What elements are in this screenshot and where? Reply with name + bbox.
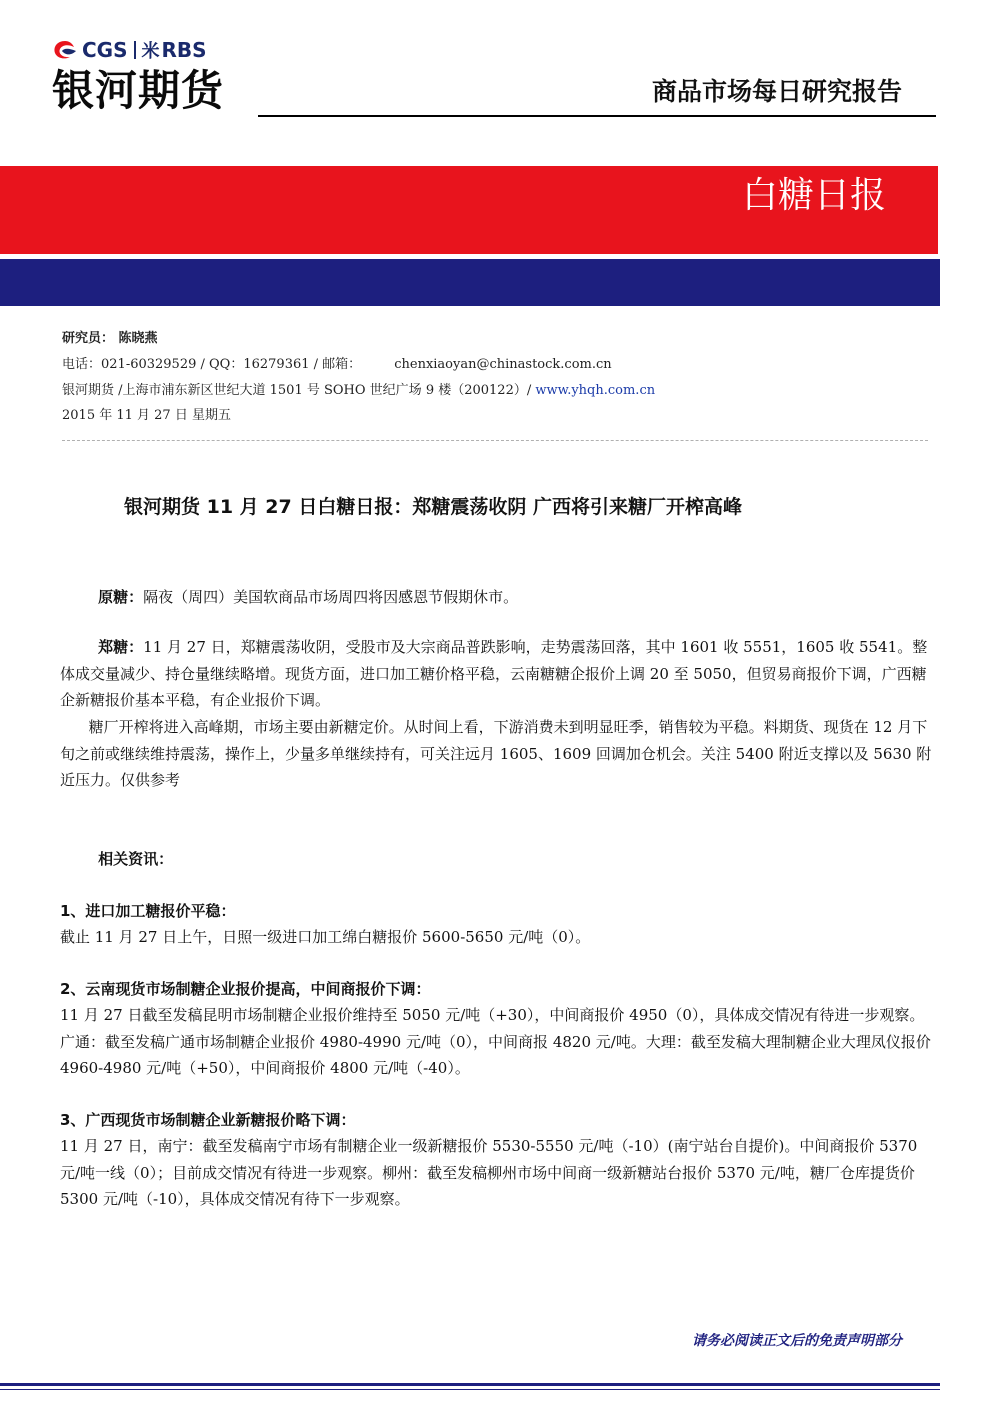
email-link[interactable]: chenxiaoyan@chinastock.com.cn — [394, 357, 612, 372]
report-title: 商品市场每日研究报告 — [651, 77, 902, 106]
paragraph-zhengzhou-sugar — [60, 634, 936, 714]
zhengzhou-sugar-text: 11 月 27 日，郑糖震荡收阴，受股市及大宗商品普跌影响，走势震荡回落，其中 1601 收 5551，1605 收 5541。整体成交量减少、持仓量继续略增。现货方面，进口加工糖价格平稳，云南糖糖企报价上调 20 至 5050，但贸易商报价下调，广西糖企新糖报价基本平稳，有企业报价下调。 — [60, 638, 928, 709]
report-date: 2015 年 11 月 27 日 星期五 — [62, 408, 231, 423]
address-text: 银河期货 /上海市浦东新区世纪大道 1501 号 SOHO 世纪广场 9 楼（200122）/ — [62, 383, 536, 398]
logo-top-row — [52, 36, 252, 64]
logo-cgs-text: CGS — [82, 38, 128, 62]
cgs-swirl-icon — [52, 39, 78, 61]
contact-line — [62, 356, 612, 374]
related-news-title: 相关资讯： — [98, 850, 174, 868]
paragraph-outlook — [60, 714, 936, 794]
section-2-title: 2、云南现货市场制糖企业报价提高，中间商报价下调： — [60, 980, 431, 998]
section-1-title: 1、进口加工糖报价平稳： — [60, 902, 236, 920]
rbs-mark-icon: ⽶ — [141, 41, 160, 62]
section-3-title: 3、广西现货市场制糖企业新糖报价略下调： — [60, 1111, 356, 1129]
paragraph-raw-sugar — [60, 584, 936, 611]
raw-sugar-text: 隔夜（周四）美国软商品市场周四将因感恩节假期休市。 — [143, 588, 519, 606]
company-logo — [52, 36, 252, 120]
logo-separator — [134, 41, 136, 59]
logo-rbs-text: RBS — [161, 38, 207, 62]
contact-prefix: 电话：021-60329529 / QQ：16279361 / 邮箱： — [62, 357, 362, 372]
address-line — [62, 382, 655, 400]
zhengzhou-sugar-label: 郑糖： — [98, 638, 144, 656]
dashed-divider — [62, 440, 928, 441]
related-news-heading — [60, 846, 936, 873]
header-divider — [258, 115, 936, 117]
raw-sugar-label: 原糖： — [98, 588, 144, 606]
section-3-body: 11 月 27 日，南宁：截至发稿南宁市场有制糖企业一级新糖报价 5530-5550 元/吨（-10）(南宁站台自提价)。中间商报价 5370 元/吨一线（0）；目前成交情况有待进一步观察。柳州：截至发稿柳州市场中间商一级新糖站台报价 5370 元/吨，糖厂仓库提货价 5300 元/吨（-10），具体成交情况有待下一步观察。 — [60, 1137, 918, 1208]
footer-rule-thin — [0, 1389, 940, 1390]
section-1-body: 截止 11 月 27 日上午，日照一级进口加工绵白糖报价 5600-5650 元/吨（0）。 — [60, 928, 591, 946]
website-link[interactable]: www.yhqh.com.cn — [535, 383, 656, 398]
headline: 银河期货 11 月 27 日白糖日报：郑糖震荡收阴 广西将引来糖厂开榨高峰 — [124, 496, 742, 518]
logo-brand-name: 银河期货 — [52, 66, 225, 115]
banner-navy-band — [0, 259, 940, 306]
footer-rule-thick — [0, 1383, 940, 1386]
disclaimer-note: 请务必阅读正文后的免责声明部分 — [692, 1333, 902, 1349]
researcher-line: 研究员： 陈晓燕 — [62, 331, 158, 346]
banner-title: 白糖日报 — [741, 175, 886, 216]
outlook-text: 糖厂开榨将进入高峰期，市场主要由新糖定价。从时间上看，下游消费未到明显旺季，销售较为平稳。料期货、现货在 12 月下旬之前或继续维持震荡，操作上，少量多单继续持有，可关注远月 1605、1609 回调加仓机会。关注 5400 附近支撑以及 5630 附近压力。仅供参考 — [60, 718, 932, 789]
section-2-body: 11 月 27 日截至发稿昆明市场制糖企业报价维持至 5050 元/吨（+30），中间商报价 4950（0），具体成交情况有待进一步观察。广通：截至发稿广通市场制糖企业报价 4980-4990 元/吨（0），中间商报 4820 元/吨。大理：截至发稿大理制糖企业大理凤仪报价 4960-4980 元/吨（+50），中间商报价 4800 元/吨（-40）。 — [60, 1006, 931, 1077]
